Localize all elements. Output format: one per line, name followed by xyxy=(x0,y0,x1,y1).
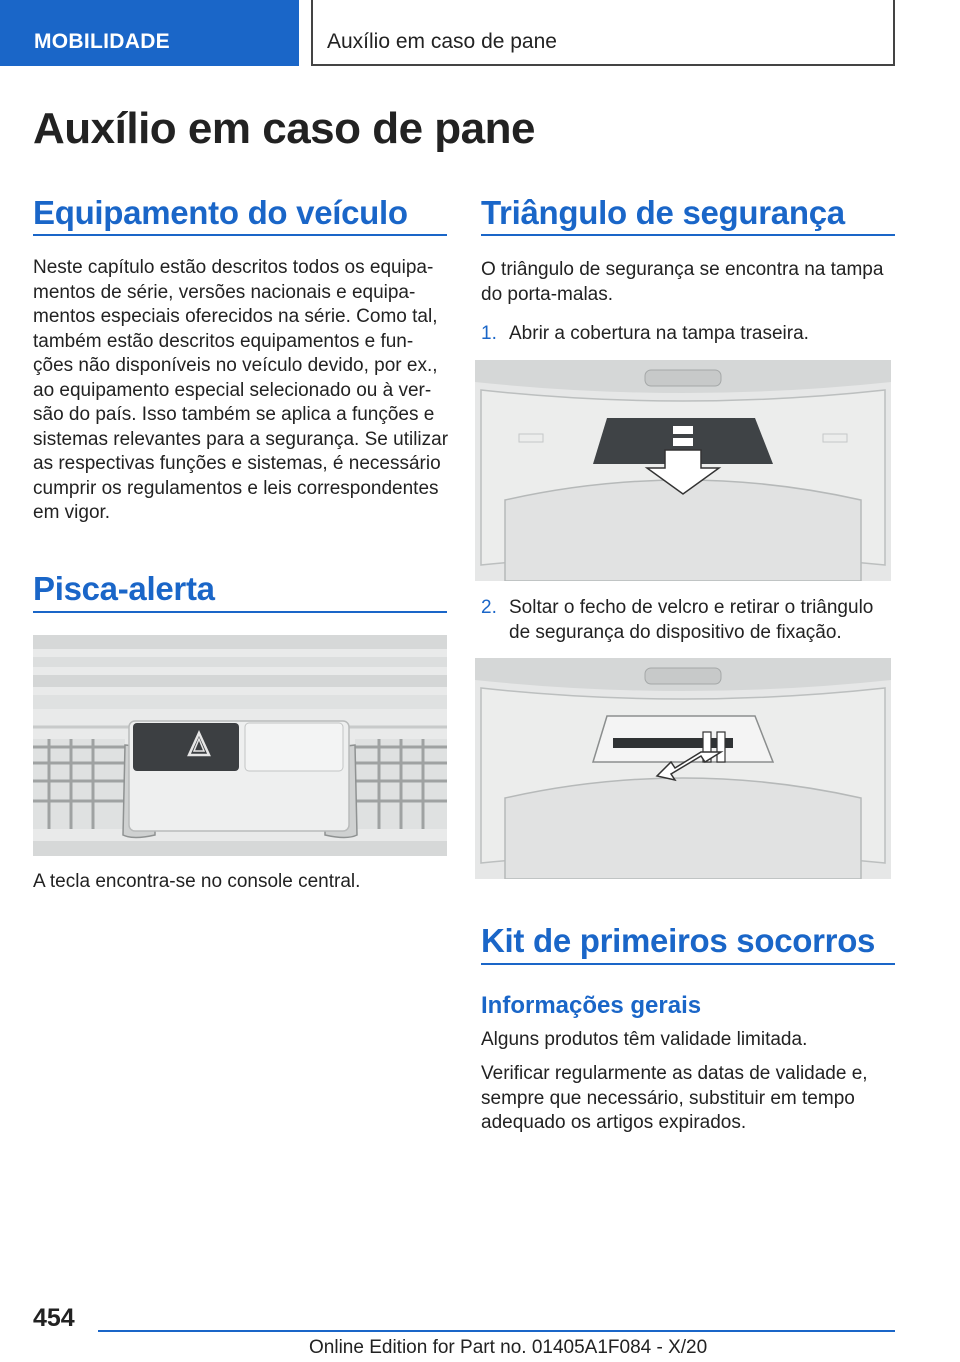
step-text: Abrir a cobertura na tampa traseira. xyxy=(509,323,809,344)
hazard-caption: A tecla encontra-se no console central. xyxy=(33,871,361,892)
heading-vehicle-equipment: Equipamento do veículo xyxy=(33,194,408,231)
heading-rule xyxy=(481,234,895,236)
step-number: 2. xyxy=(481,597,497,618)
vehicle-equipment-text: Neste capítulo estão descritos todos os equipa‐ mentos de série, versões nacionais e equipa‐ mentos especiais oferecidos na série. Como tal, também estão descritos equipamentos e fun‐ ções não disponíveis no veículo devido, por ex., ao equipamento especial selecionado ou à ver‐ são do país. Isso também se aplica a funções e sistemas relevantes para a segurança. Se utilizar as respectivas funções e sistemas, é necessário cumprir os regulamentos e leis correspondentes em vigor. xyxy=(33,257,449,523)
hazard-button-figure xyxy=(33,635,447,856)
first-aid-para-1: Alguns produtos têm validade limitada. xyxy=(481,1029,808,1050)
step-2 xyxy=(481,596,901,648)
first-aid-para-2: Verificar regularmente as datas de validade e, sempre que necessário, substituir em tempo adequado os artigos expirados. xyxy=(481,1063,868,1133)
heading-hazard-lights: Pisca-alerta xyxy=(33,570,215,607)
section-label: MOBILIDADE xyxy=(34,30,170,53)
edition-note: Online Edition for Part no. 01405A1F084 - X/20 xyxy=(309,1337,708,1358)
heading-rule xyxy=(33,611,447,613)
heading-rule xyxy=(33,234,447,236)
chapter-header xyxy=(311,0,895,66)
chapter-label: Auxílio em caso de pane xyxy=(327,30,557,53)
heading-warning-triangle: Triângulo de segurança xyxy=(481,194,845,231)
page-title: Auxílio em caso de pane xyxy=(33,104,535,153)
triangle-holder-figure xyxy=(475,658,891,879)
step-number: 1. xyxy=(481,323,497,344)
heading-first-aid-kit: Kit de primeiros socorros xyxy=(481,922,876,959)
footer-rule xyxy=(98,1330,895,1332)
section-tab xyxy=(0,0,299,66)
tailgate-cover-figure xyxy=(475,360,891,581)
step-text: Soltar o fecho de velcro e retirar o triângulo de segurança do dispositivo de fixação. xyxy=(509,597,874,643)
subheading-general-info: Informações gerais xyxy=(481,992,702,1019)
triangle-intro: O triângulo de segurança se encontra na tampa do porta-malas. xyxy=(481,259,884,305)
heading-rule xyxy=(481,963,895,965)
step-1 xyxy=(481,322,901,348)
page-number: 454 xyxy=(33,1304,75,1332)
